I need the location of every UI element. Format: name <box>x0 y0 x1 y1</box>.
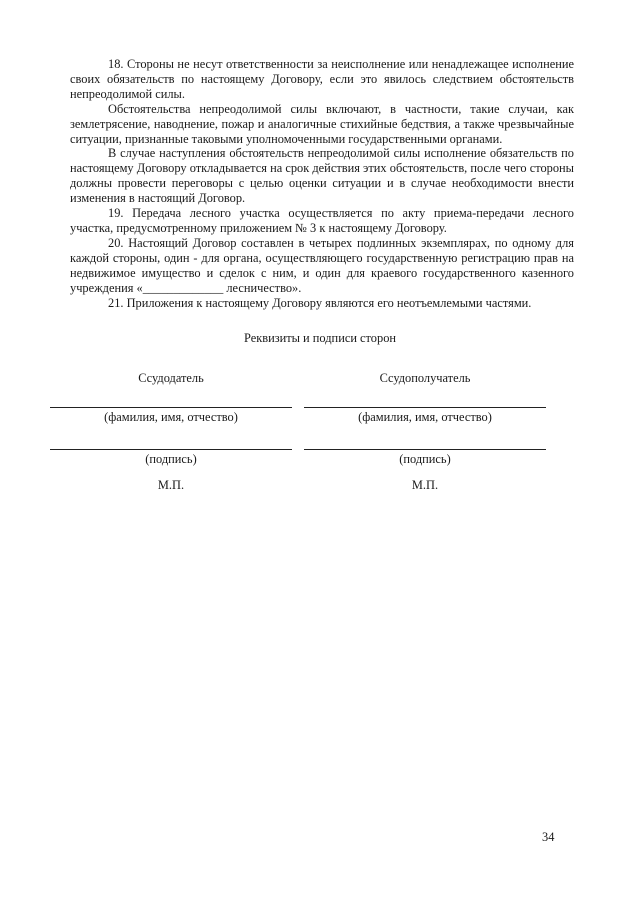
contract-text <box>70 57 574 310</box>
paragraph-20: 20. Настоящий Договор составлен в четырех подлинных экземплярах, по одному для каждой стороны, один - для органа, осуществляющего государственную регистрацию прав на недвижимое имущество и сделок с ним, и один для краевого государственного казенного учреждения «_____________ лесничество». <box>70 235 574 295</box>
borrower-name-caption: (фамилия, имя, отчество) <box>358 410 492 424</box>
lender-seal: М.П. <box>157 478 185 492</box>
paragraph-18: 18. Стороны не несут ответственности за неисполнение или ненадлежащее исполнение своих обязательств по настоящему Договору, если это явилось следствием обстоятельств непреодолимой силы. <box>70 57 574 101</box>
paragraph-21: 21. Приложения к настоящему Договору являются его неотъемлемыми частями. <box>108 295 532 310</box>
borrower-role: Ссудополучатель <box>379 371 471 385</box>
borrower-name-line <box>304 407 546 408</box>
signatures-title: Реквизиты и подписи сторон <box>243 331 397 345</box>
lender-signature-line <box>50 449 292 450</box>
page-number: 34 <box>542 830 555 844</box>
borrower-seal: М.П. <box>411 478 439 492</box>
paragraph-19: 19. Передача лесного участка осуществляется по акту приема-передачи лесного участка, предусмотренному приложением № 3 к настоящему Договору. <box>70 206 574 235</box>
lender-name-caption: (фамилия, имя, отчество) <box>104 410 238 424</box>
lender-name-line <box>50 407 292 408</box>
lender-signature-caption: (подпись) <box>145 452 197 466</box>
paragraph-force-majeure-consequences: В случае наступления обстоятельств непреодолимой силы исполнение обязательств по настоящему Договору откладывается на срок действия этих обстоятельств, после чего стороны должны провести переговоры с целью оценки ситуации и в случае необходимости внести изменения в настоящий Договор. <box>70 146 574 206</box>
lender-role: Ссудодатель <box>138 371 204 385</box>
paragraph-force-majeure-cases: Обстоятельства непреодолимой силы включают, в частности, такие случаи, как землетрясение, наводнение, пожар и аналогичные стихийные бедствия, а также чрезвычайные ситуации, признанные таковыми уполномоченными государственными органами. <box>70 101 574 146</box>
borrower-signature-line <box>304 449 546 450</box>
borrower-signature-caption: (подпись) <box>399 452 451 466</box>
